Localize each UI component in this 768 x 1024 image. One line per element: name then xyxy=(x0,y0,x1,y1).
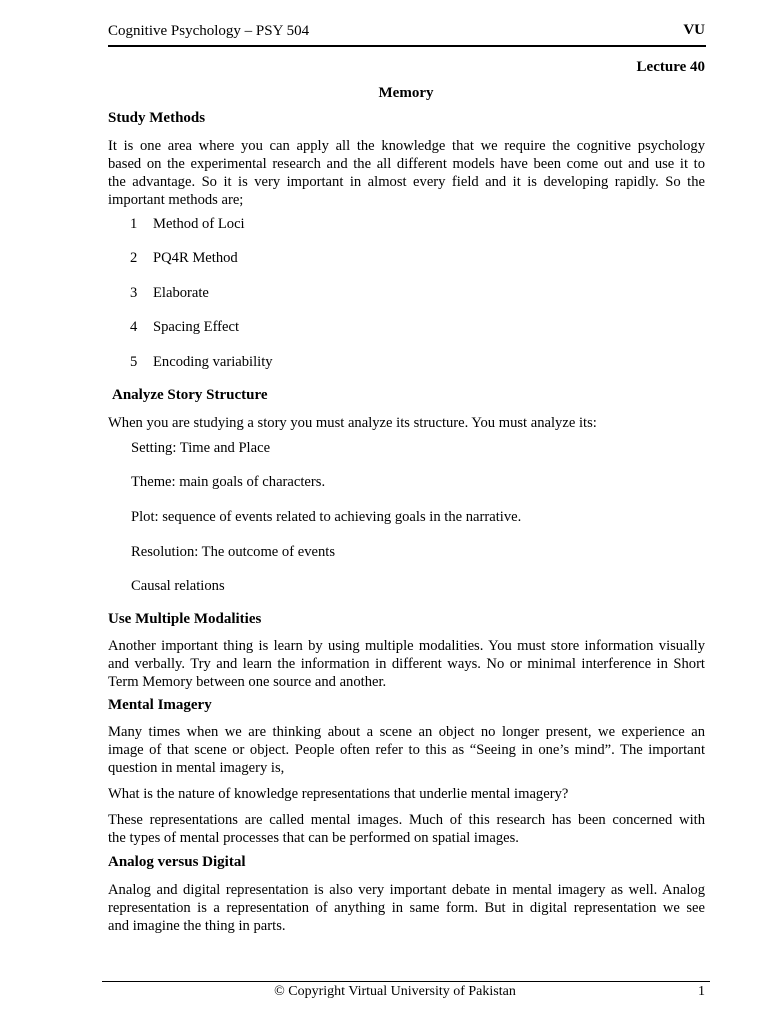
paragraph-line: Analog and digital representation is also very important debate in mental imagery as well. Analog xyxy=(108,882,705,898)
paragraph-line: question in mental imagery is, xyxy=(108,760,285,776)
list-item-number: 1 xyxy=(130,216,138,232)
story-item: Causal relations xyxy=(131,578,225,594)
story-item: Plot: sequence of events related to achieving goals in the narrative. xyxy=(131,509,522,525)
footer-page-number: 1 xyxy=(698,984,705,999)
header-institution: VU xyxy=(683,22,705,38)
page-title: Memory xyxy=(378,85,434,101)
paragraph-line: the types of mental processes that can be performed on spatial images. xyxy=(108,830,519,846)
list-item-text: Method of Loci xyxy=(153,216,245,232)
list-item xyxy=(130,353,273,371)
list-item xyxy=(130,249,238,267)
footer-copyright: © Copyright Virtual University of Pakistan xyxy=(274,984,516,999)
lecture-number: Lecture 40 xyxy=(636,59,705,75)
story-item: Setting: Time and Place xyxy=(131,440,271,456)
list-item-text: Encoding variability xyxy=(153,354,273,370)
paragraph-line: It is one area where you can apply all the knowledge that we require the cognitive psychology xyxy=(108,138,705,154)
heading-modalities: Use Multiple Modalities xyxy=(108,611,262,627)
paragraph-line: important methods are; xyxy=(108,192,244,208)
paragraph-line: image of that scene or object. People often refer to this as “Seeing in one’s mind”. The important xyxy=(108,742,705,758)
list-item xyxy=(130,284,209,302)
story-item: Theme: main goals of characters. xyxy=(131,474,326,490)
list-item-text: PQ4R Method xyxy=(153,250,238,266)
paragraph-line: representation is a representation of anything in same form. But in digital representation we see xyxy=(108,900,705,916)
footer-rule xyxy=(102,981,710,982)
header-rule xyxy=(108,45,706,47)
story-item: Resolution: The outcome of events xyxy=(131,544,336,560)
list-item-text: Spacing Effect xyxy=(153,319,240,335)
paragraph-study-methods xyxy=(108,137,705,209)
list-item-number: 5 xyxy=(130,354,138,370)
paragraph-line: When you are studying a story you must analyze its structure. You must analyze its: xyxy=(108,415,597,431)
paragraph-line: Many times when we are thinking about a scene an object no longer present, we experience an xyxy=(108,724,705,740)
paragraph-line: and imagine the thing in parts. xyxy=(108,918,286,934)
paragraph-mental-imagery-1 xyxy=(108,723,705,777)
list-item xyxy=(130,318,239,336)
paragraph-story-intro xyxy=(108,414,705,432)
heading-study-methods: Study Methods xyxy=(108,110,206,126)
list-item-number: 3 xyxy=(130,285,138,301)
paragraph-line: the advantage. So it is very important in almost every field and it is developing rapidly. So the xyxy=(108,174,705,190)
paragraph-line: based on the experimental research and the all different models have been come out and use it to xyxy=(108,156,705,172)
paragraph-line: These representations are called mental images. Much of this research has been concerned with xyxy=(108,812,705,828)
paragraph-mental-imagery-2 xyxy=(108,811,705,847)
heading-mental-imagery: Mental Imagery xyxy=(108,697,212,713)
list-item xyxy=(130,215,245,233)
paragraph-line: Another important thing is learn by using multiple modalities. You must store information visually xyxy=(108,638,705,654)
list-item-text: Elaborate xyxy=(153,285,209,301)
paragraph-line: Term Memory between one source and another. xyxy=(108,674,387,690)
paragraph-line: and verbally. Try and learn the information in different ways. No or minimal interference in Short xyxy=(108,656,705,672)
heading-analog-digital: Analog versus Digital xyxy=(108,854,246,870)
paragraph-line: What is the nature of knowledge representations that underlie mental imagery? xyxy=(108,786,569,802)
heading-story-structure: Analyze Story Structure xyxy=(112,387,268,403)
header-course: Cognitive Psychology – PSY 504 xyxy=(108,23,310,39)
paragraph-mental-imagery-question xyxy=(108,785,705,803)
list-item-number: 4 xyxy=(130,319,138,335)
paragraph-analog-digital xyxy=(108,881,705,935)
paragraph-modalities xyxy=(108,637,705,691)
list-item-number: 2 xyxy=(130,250,138,266)
